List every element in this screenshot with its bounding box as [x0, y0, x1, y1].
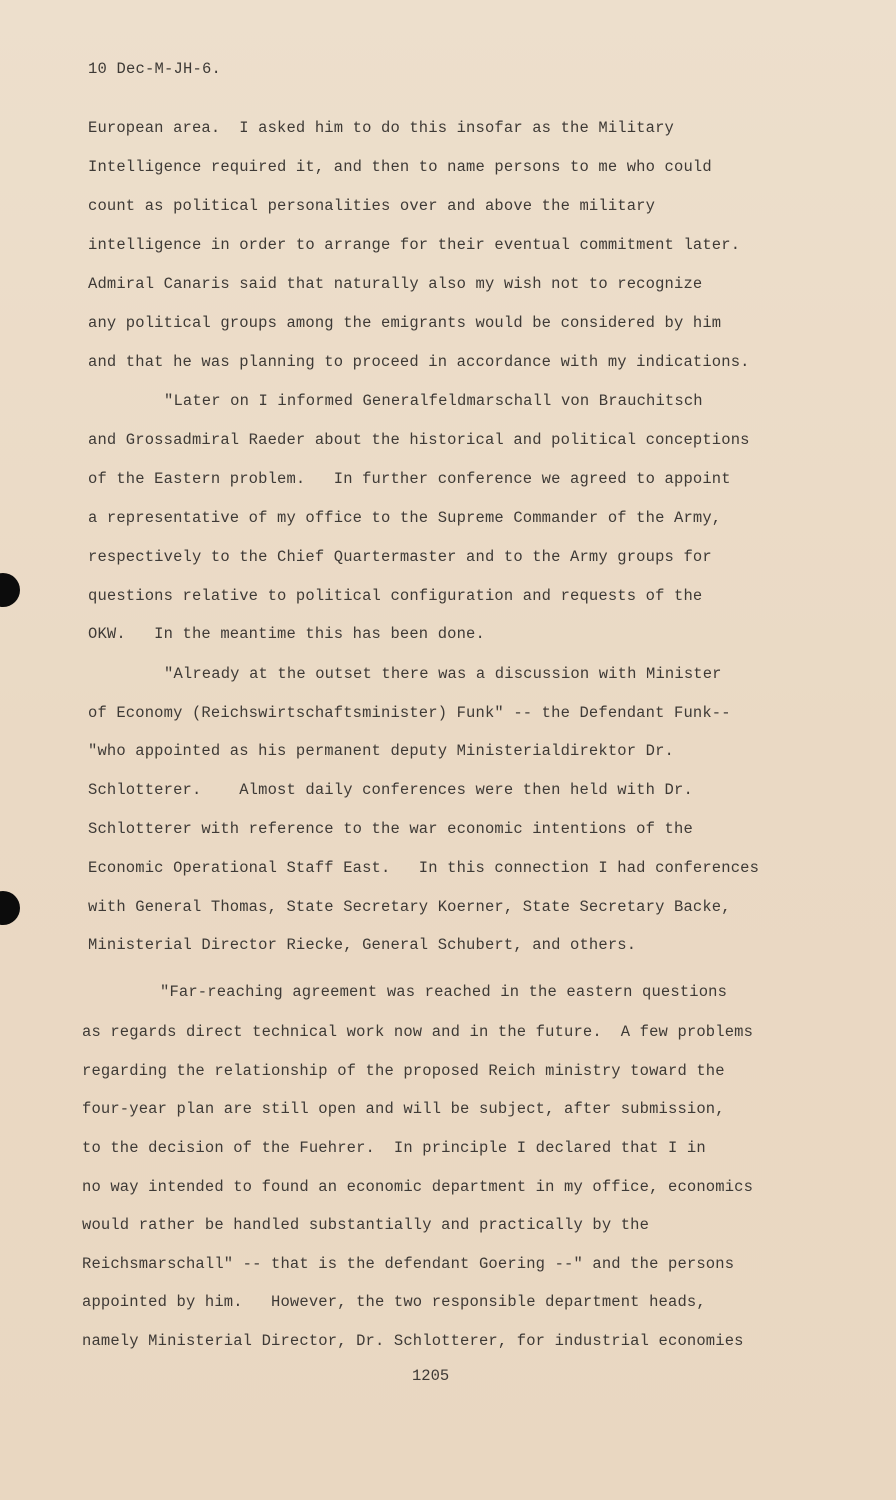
punch-hole-bottom [0, 891, 20, 925]
text-line: as regards direct technical work now and in the future. A few problems [82, 1023, 754, 1041]
text-line: Intelligence required it, and then to name persons to me who could [88, 158, 712, 176]
text-line: a representative of my office to the Supreme Commander of the Army, [88, 509, 722, 527]
text-line: and that he was planning to proceed in accordance with my indications. [88, 353, 750, 371]
text-line: "who appointed as his permanent deputy Ministerialdirektor Dr. [88, 742, 674, 760]
text-line: European area. I asked him to do this insofar as the Military [88, 119, 674, 137]
text-line: questions relative to political configuration and requests of the [88, 587, 703, 605]
text-line: intelligence in order to arrange for their eventual commitment later. [88, 236, 741, 254]
text-line: "Far-reaching agreement was reached in the eastern questions [160, 983, 728, 1001]
text-line: regarding the relationship of the proposed Reich ministry toward the [82, 1062, 725, 1080]
text-line: with General Thomas, State Secretary Koerner, State Secretary Backe, [88, 898, 731, 916]
text-line: would rather be handled substantially and practically by the [82, 1216, 650, 1234]
text-line: Admiral Canaris said that naturally also my wish not to recognize [88, 275, 703, 293]
text-line: "Already at the outset there was a discussion with Minister [164, 665, 722, 683]
text-line: Reichsmarschall" -- that is the defendant Goering --" and the persons [82, 1255, 735, 1273]
text-line: appointed by him. However, the two responsible department heads, [82, 1293, 706, 1311]
page-number: 1205 [412, 1367, 450, 1385]
text-line: of the Eastern problem. In further conference we agreed to appoint [88, 470, 731, 488]
text-line: OKW. In the meantime this has been done. [88, 625, 485, 643]
text-line: Ministerial Director Riecke, General Schubert, and others. [88, 936, 637, 954]
text-line: count as political personalities over and above the military [88, 197, 656, 215]
punch-hole-top [0, 573, 20, 607]
page-header: 10 Dec-M-JH-6. [88, 60, 222, 78]
text-line: of Economy (Reichswirtschaftsminister) Funk" -- the Defendant Funk-- [88, 704, 731, 722]
text-line: Schlotterer. Almost daily conferences were then held with Dr. [88, 781, 693, 799]
text-line: any political groups among the emigrants would be considered by him [88, 314, 722, 332]
text-line: to the decision of the Fuehrer. In principle I declared that I in [82, 1139, 706, 1157]
text-line: and Grossadmiral Raeder about the historical and political conceptions [88, 431, 750, 449]
text-line: Schlotterer with reference to the war economic intentions of the [88, 820, 693, 838]
text-line: namely Ministerial Director, Dr. Schlotterer, for industrial economies [82, 1332, 744, 1350]
text-line: four-year plan are still open and will be subject, after submission, [82, 1100, 725, 1118]
text-line: "Later on I informed Generalfeldmarschall von Brauchitsch [164, 392, 703, 410]
text-line: no way intended to found an economic department in my office, economics [82, 1178, 754, 1196]
text-line: respectively to the Chief Quartermaster and to the Army groups for [88, 548, 712, 566]
text-line: Economic Operational Staff East. In this connection I had conferences [88, 859, 760, 877]
